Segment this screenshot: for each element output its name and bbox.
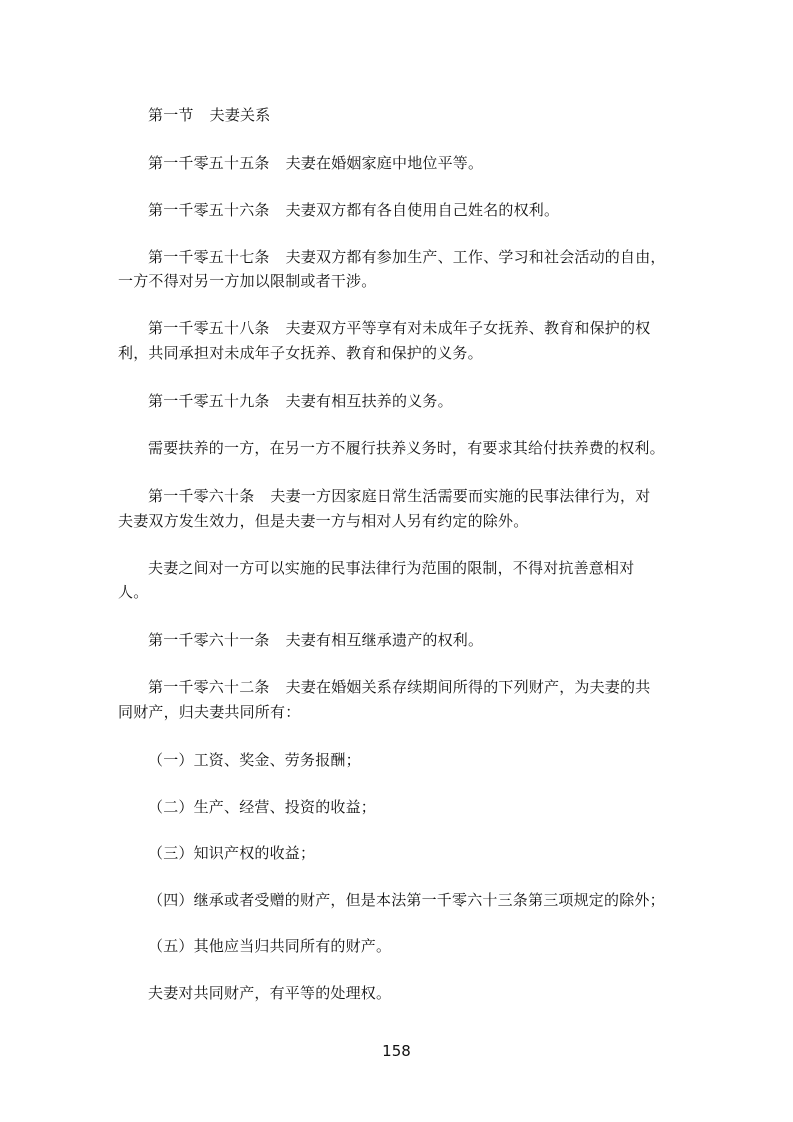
article-label: 第一千零五十八条 (148, 319, 270, 337)
article-label: 第一千零六十一条 (148, 631, 270, 649)
article-1056 (148, 200, 559, 220)
list-item: （一）工资、奖金、劳务报酬； (148, 751, 361, 769)
article-text: 夫妻在婚姻家庭中地位平等。 (285, 154, 484, 172)
article-text: 夫妻有相互扶养的义务。 (285, 392, 453, 410)
article-1059 (148, 391, 453, 411)
section-title: 夫妻关系 (209, 106, 271, 124)
article-text: 夫妻一方因家庭日常生活需要而实施的民事法律行为，对 (270, 487, 651, 505)
article-label: 第一千零六十二条 (148, 678, 270, 696)
article-1060-continued: 夫妻双方发生效力，但是夫妻一方与相对人另有约定的除外。 (118, 512, 529, 530)
section-number: 第一节 (148, 106, 194, 124)
article-1058 (148, 318, 650, 338)
list-item: （四）继承或者受赠的财产，但是本法第一千零六十三条第三项规定的除外； (148, 891, 665, 909)
article-label: 第一千零五十五条 (148, 154, 270, 172)
article-1055 (148, 153, 483, 173)
list-item: （三）知识产权的收益； (148, 844, 316, 862)
article-text: 夫妻双方平等享有对未成年子女抚养、教育和保护的权 (285, 319, 651, 337)
article-text: 夫妻有相互继承遗产的权利。 (285, 631, 484, 649)
article-1062-continued: 同财产，归夫妻共同所有： (118, 703, 301, 721)
article-label: 第一千零五十六条 (148, 201, 270, 219)
page-number: 158 (382, 1042, 411, 1060)
article-text: 夫妻双方都有各自使用自己姓名的权利。 (285, 201, 560, 219)
list-item: （二）生产、经营、投资的收益； (148, 798, 377, 816)
article-1060-paragraph-2: 夫妻之间对一方可以实施的民事法律行为范围的限制，不得对抗善意相对 (148, 559, 635, 577)
article-1057-continued: 一方不得对另一方加以限制或者干涉。 (118, 272, 377, 290)
article-text: 夫妻双方都有参加生产、工作、学习和社会活动的自由， (285, 248, 666, 266)
article-1058-continued: 利，共同承担对未成年子女抚养、教育和保护的义务。 (118, 344, 483, 362)
article-label: 第一千零五十九条 (148, 392, 270, 410)
article-label: 第一千零五十七条 (148, 248, 270, 266)
article-1057 (148, 247, 666, 267)
section-heading (148, 105, 270, 125)
article-1059-paragraph-2: 需要扶养的一方，在另一方不履行扶养义务时，有要求其给付扶养费的权利。 (148, 439, 665, 457)
article-1061 (148, 630, 483, 650)
article-text: 夫妻在婚姻关系存续期间所得的下列财产，为夫妻的共 (285, 678, 651, 696)
list-item: （五）其他应当归共同所有的财产。 (148, 937, 392, 955)
article-1062 (148, 677, 650, 697)
article-1062-closing: 夫妻对共同财产，有平等的处理权。 (148, 984, 392, 1002)
article-1060-paragraph-2-continued: 人。 (118, 583, 149, 601)
article-1060 (148, 486, 650, 506)
article-label: 第一千零六十条 (148, 487, 255, 505)
